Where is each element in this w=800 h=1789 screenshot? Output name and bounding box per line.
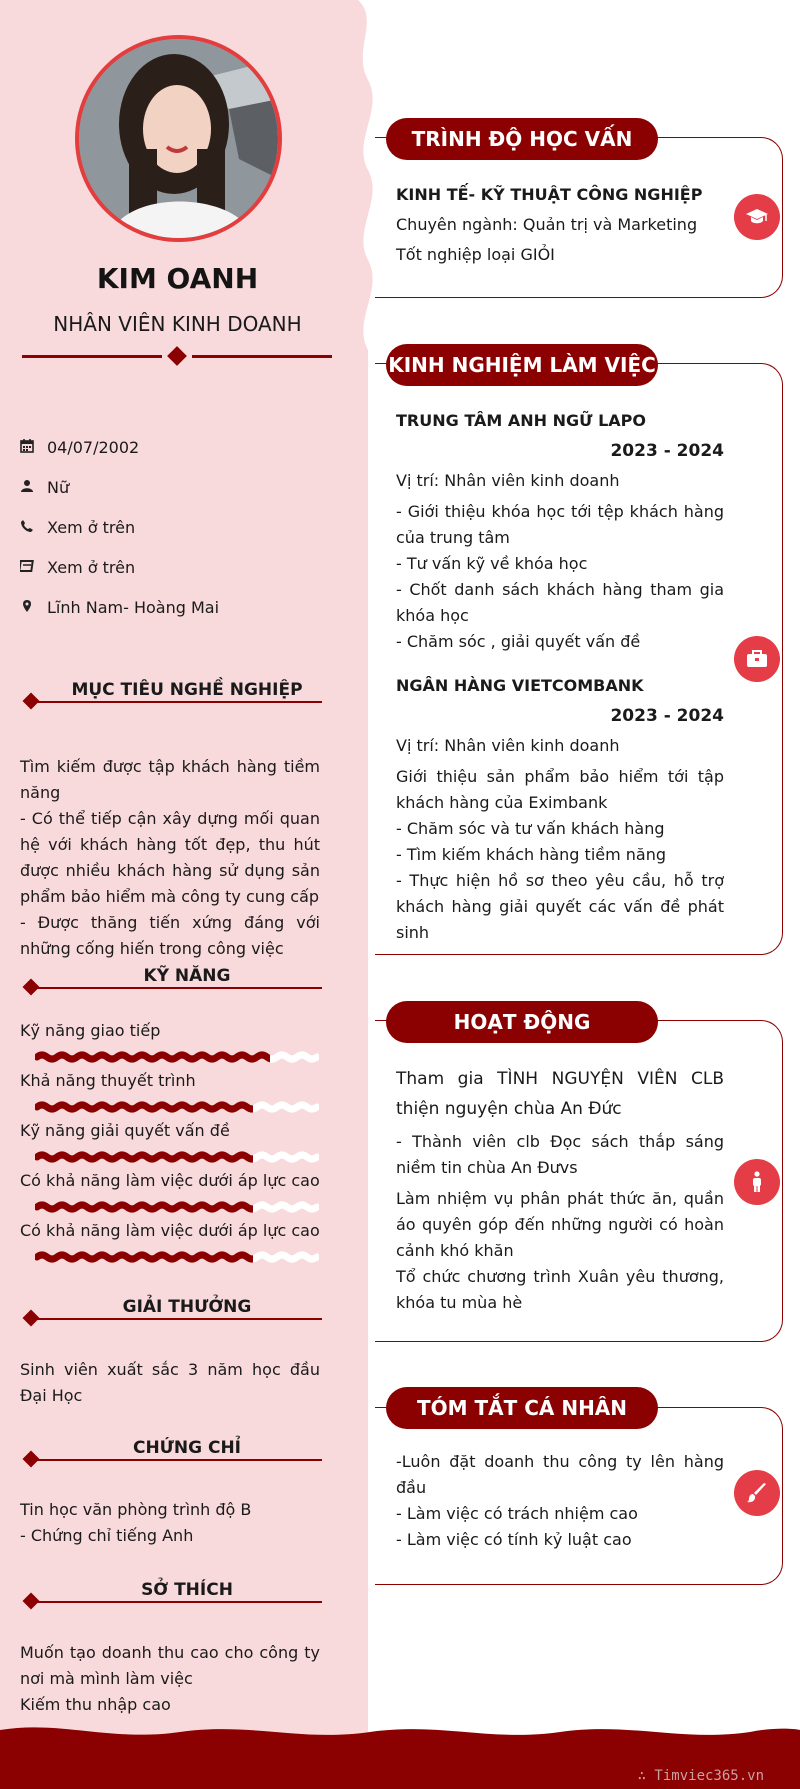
company-name: TRUNG TÂM ANH NGỮ LAPO xyxy=(396,411,646,430)
skill-label: Có khả năng làm việc dưới áp lực cao xyxy=(20,1221,320,1240)
job-entry xyxy=(396,408,724,655)
activity-line: - Thành viên clb Đọc sách thắp sáng niềm tin chùa An Đưvs xyxy=(396,1132,724,1177)
job-duty: - Chốt danh sách khách hàng tham gia khóa học xyxy=(396,580,724,625)
contact-birthdate xyxy=(20,438,139,457)
full-name: KIM OANH xyxy=(96,262,259,295)
section-title: SỞ THÍCH xyxy=(141,1580,233,1600)
certificate-line: - Chứng chỉ tiếng Anh xyxy=(20,1526,194,1545)
profile-photo xyxy=(75,35,282,242)
contact-value: Lĩnh Nam- Hoàng Mai xyxy=(47,598,220,617)
objective-line: - Có thể tiếp cận xây dựng mối quan hệ với khách hàng tốt đẹp, thu hút được nhiều khách hàng sử dụng sản phẩm bảo hiểm mà công ty cung cấp xyxy=(20,809,320,906)
section-title: GIẢI THƯỞNG xyxy=(122,1297,252,1317)
brand-text: Timviec365.vn xyxy=(654,1768,764,1784)
skill-level-bar xyxy=(35,1201,319,1213)
education-line: Chuyên ngành: Quản trị và Marketing xyxy=(396,215,698,234)
section-header-awards xyxy=(22,1297,322,1321)
skill-label: Khả năng thuyết trình xyxy=(20,1071,196,1090)
section-title: KỸ NĂNG xyxy=(143,966,231,986)
objective-line: - Được thăng tiến xứng đáng với những cống hiến trong công việc xyxy=(20,913,320,958)
job-duty: - Chăm sóc và tư vấn khách hàng xyxy=(396,819,665,838)
summary-heading: TÓM TẮT CÁ NHÂN xyxy=(386,1387,658,1429)
briefcase-icon xyxy=(734,636,780,682)
experience-content xyxy=(396,408,724,946)
email-icon xyxy=(20,558,38,577)
contact-email xyxy=(20,558,135,577)
job-duty: Giới thiệu sản phẩm bảo hiểm tới tập khách hàng của Eximbank xyxy=(396,767,724,812)
contact-value: Nữ xyxy=(47,478,70,497)
contact-address xyxy=(20,598,219,617)
activity-line: Làm nhiệm vụ phân phát thức ăn, quần áo quyên góp đến những người có hoàn cảnh khó khăn xyxy=(396,1189,724,1260)
skill-level-bar xyxy=(35,1151,319,1163)
location-pin-icon xyxy=(20,598,38,617)
name-divider xyxy=(22,346,332,366)
job-duty: - Tìm kiếm khách hàng tiềm năng xyxy=(396,845,667,864)
job-period: 2023 - 2024 xyxy=(610,706,724,726)
awards-text xyxy=(20,1357,320,1409)
contact-value: 04/07/2002 xyxy=(47,438,140,457)
company-name: NGÂN HÀNG VIETCOMBANK xyxy=(396,676,644,695)
skill-level-bar xyxy=(35,1101,319,1113)
job-period: 2023 - 2024 xyxy=(610,441,724,461)
section-title: MỤC TIÊU NGHỀ NGHIỆP xyxy=(71,680,303,700)
job-title: NHÂN VIÊN KINH DOANH xyxy=(53,312,302,336)
contact-value: Xem ở trên xyxy=(47,518,136,537)
certificates-text xyxy=(20,1497,320,1549)
activities-heading: HOẠT ĐỘNG xyxy=(386,1001,658,1043)
award-line: Sinh viên xuất sắc 3 năm học đầu Đại Học xyxy=(20,1360,320,1405)
activity-line: Tổ chức chương trình Xuân yêu thương, khóa tu mùa hè xyxy=(396,1267,724,1312)
job-duty: - Chăm sóc , giải quyết vấn đề xyxy=(396,632,641,651)
summary-line: - Làm việc có tính kỷ luật cao xyxy=(396,1530,632,1549)
activities-content xyxy=(396,1064,724,1316)
contact-gender xyxy=(20,478,69,497)
section-header-certificates xyxy=(22,1438,322,1462)
school-name: KINH TẾ- KỸ THUẬT CÔNG NGHIỆP xyxy=(396,185,703,204)
education-content xyxy=(396,182,724,268)
summary-line: -Luôn đặt doanh thu công ty lên hàng đầu xyxy=(396,1452,724,1497)
section-header-skills xyxy=(22,966,322,990)
section-header-objective xyxy=(22,680,322,704)
skill-level-bar xyxy=(35,1251,319,1263)
skill-level-bar xyxy=(35,1051,319,1063)
job-entry xyxy=(396,673,724,946)
user-icon xyxy=(20,478,38,497)
skill-label: Có khả năng làm việc dưới áp lực cao xyxy=(20,1171,320,1190)
experience-heading: KINH NGHIỆM LÀM VIỆC xyxy=(386,344,658,386)
section-header-hobbies xyxy=(22,1580,322,1604)
graduation-cap-icon xyxy=(734,194,780,240)
certificate-line: Tin học văn phòng trình độ B xyxy=(20,1500,252,1519)
job-position: Vị trí: Nhân viên kinh doanh xyxy=(396,471,620,490)
brand-watermark: ∴ Timviec365.vn xyxy=(637,1768,764,1784)
hobby-line: Muốn tạo doanh thu cao cho công ty nơi mà mình làm việc xyxy=(20,1643,320,1688)
summary-content xyxy=(396,1449,724,1553)
section-title: CHỨNG CHỈ xyxy=(132,1438,242,1458)
hobby-line: Kiếm thu nhập cao xyxy=(20,1695,171,1714)
job-duty: - Thực hiện hồ sơ theo yêu cầu, hỗ trợ khách hàng giải quyết các vấn đề phát sinh xyxy=(396,871,724,942)
education-heading: TRÌNH ĐỘ HỌC VẤN xyxy=(386,118,658,160)
phone-icon xyxy=(20,518,38,537)
contact-value: Xem ở trên xyxy=(47,558,136,577)
education-line: Tốt nghiệp loại GIỎI xyxy=(396,245,555,264)
job-duty: - Giới thiệu khóa học tới tệp khách hàng của trung tâm xyxy=(396,502,724,547)
summary-line: - Làm việc có trách nhiệm cao xyxy=(396,1504,638,1523)
skill-label: Kỹ năng giải quyết vấn đề xyxy=(20,1121,230,1140)
skill-label: Kỹ năng giao tiếp xyxy=(20,1021,161,1040)
objective-text xyxy=(20,754,320,962)
paint-brush-icon xyxy=(734,1470,780,1516)
objective-line: Tìm kiếm được tập khách hàng tiềm năng xyxy=(20,757,320,802)
job-duty: - Tư vấn kỹ về khóa học xyxy=(396,554,588,573)
job-position: Vị trí: Nhân viên kinh doanh xyxy=(396,736,620,755)
calendar-icon xyxy=(20,438,38,457)
person-icon xyxy=(734,1159,780,1205)
hobbies-text xyxy=(20,1640,320,1718)
contact-phone xyxy=(20,518,135,537)
activity-lead: Tham gia TÌNH NGUYỆN VIÊN CLB thiện nguyện chùa An Đức xyxy=(396,1069,724,1119)
